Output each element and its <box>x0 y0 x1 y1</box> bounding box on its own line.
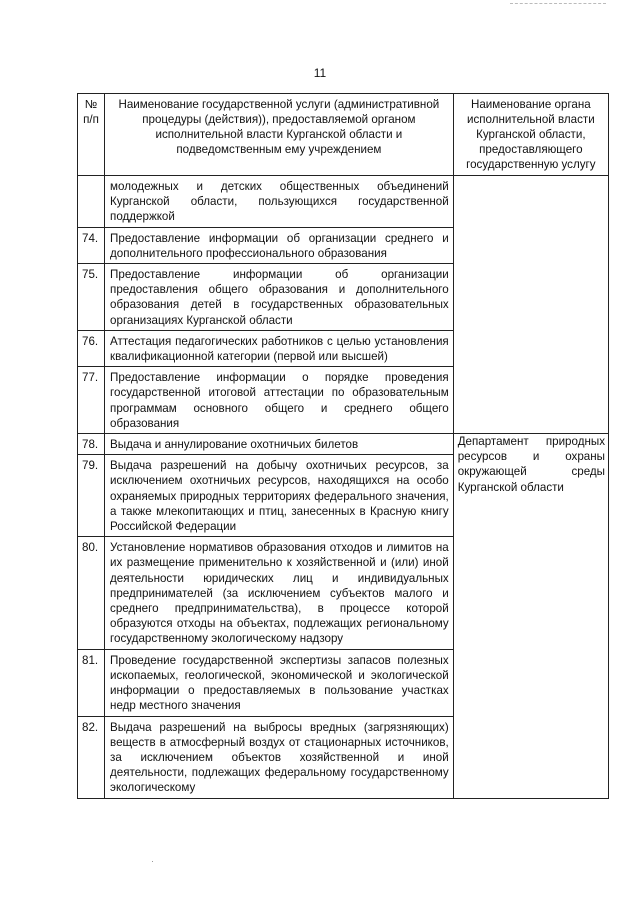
header-service: Наименование государственной услуги (административной процедуры (действия)), предоставляемой органом исполнительной власти Курганской области и подведомственным ему учреждением <box>105 94 454 176</box>
table-row <box>78 176 609 228</box>
organ-cell-department <box>453 434 608 798</box>
row-service: Установление нормативов образования отходов и лимитов на их размещение применительно к хозяйственной и (или) иной деятельности юридических лиц и индивидуальных предпринимателей (за исключением субъектов малого и среднего предпринимательства), в процессе которой образуются отходы на объектах, подлежащих региональному государственному экологическому надзору <box>105 537 454 649</box>
row-num: 74. <box>78 227 105 263</box>
row-num: 80. <box>78 537 105 649</box>
services-table <box>77 93 609 799</box>
header-num: № п/п <box>78 94 105 176</box>
row-service: Предоставление информации об организации среднего и дополнительного профессионального образования <box>105 227 454 263</box>
row-num: 76. <box>78 330 105 366</box>
row-service: Предоставление информации об организации предоставления общего образования и дополнительного образования детей в государственных образовательных организациях Курганской области <box>105 264 454 331</box>
row-service: Проведение государственной экспертизы запасов полезных ископаемых, геологической, экономической и экологической информации о предоставляемых в пользование участках недр местного значения <box>105 649 454 716</box>
row-service: Предоставление информации о порядке проведения государственной итоговой аттестации по образовательным программам основного общего и среднего общего образования <box>105 367 454 434</box>
organ-cell-empty <box>453 176 608 434</box>
row-service: Выдача разрешений на добычу охотничьих ресурсов, за исключением охотничьих ресурсов, находящихся на особо охраняемых природных территориях федерального значения, а также млекопитающих и птиц, занесенных в Красную книгу Российской Федерации <box>105 455 454 537</box>
scan-dot: · <box>151 856 154 866</box>
row-num: 78. <box>78 434 105 455</box>
table-row <box>78 434 609 455</box>
row-service: Выдача разрешений на выбросы вредных (загрязняющих) веществ в атмосферный воздух от стационарных источников, за исключением объектов хозяйственной и иной деятельности, подлежащих федеральному государственному экологическому <box>105 716 454 798</box>
row-num: 79. <box>78 455 105 537</box>
row-service: Выдача и аннулирование охотничьих билетов <box>105 434 454 455</box>
row-num: 77. <box>78 367 105 434</box>
row-num: 75. <box>78 264 105 331</box>
row-num: 81. <box>78 649 105 716</box>
row-num: 82. <box>78 716 105 798</box>
page-number: 11 <box>313 66 327 80</box>
table-header-row <box>78 94 609 176</box>
row-service: молодежных и детских общественных объединений Курганской области, пользующихся государственной поддержкой <box>105 176 454 228</box>
scan-mark <box>510 3 606 5</box>
row-num <box>78 176 105 228</box>
row-service: Аттестация педагогических работников с целью установления квалификационной категории (первой или высшей) <box>105 330 454 366</box>
header-organ: Наименование органа исполнительной власти Курганской области, предоставляющего государственную услугу <box>453 94 608 176</box>
organ-department: Департамент природных ресурсов и охраны окружающей среды Курганской области <box>457 435 605 494</box>
